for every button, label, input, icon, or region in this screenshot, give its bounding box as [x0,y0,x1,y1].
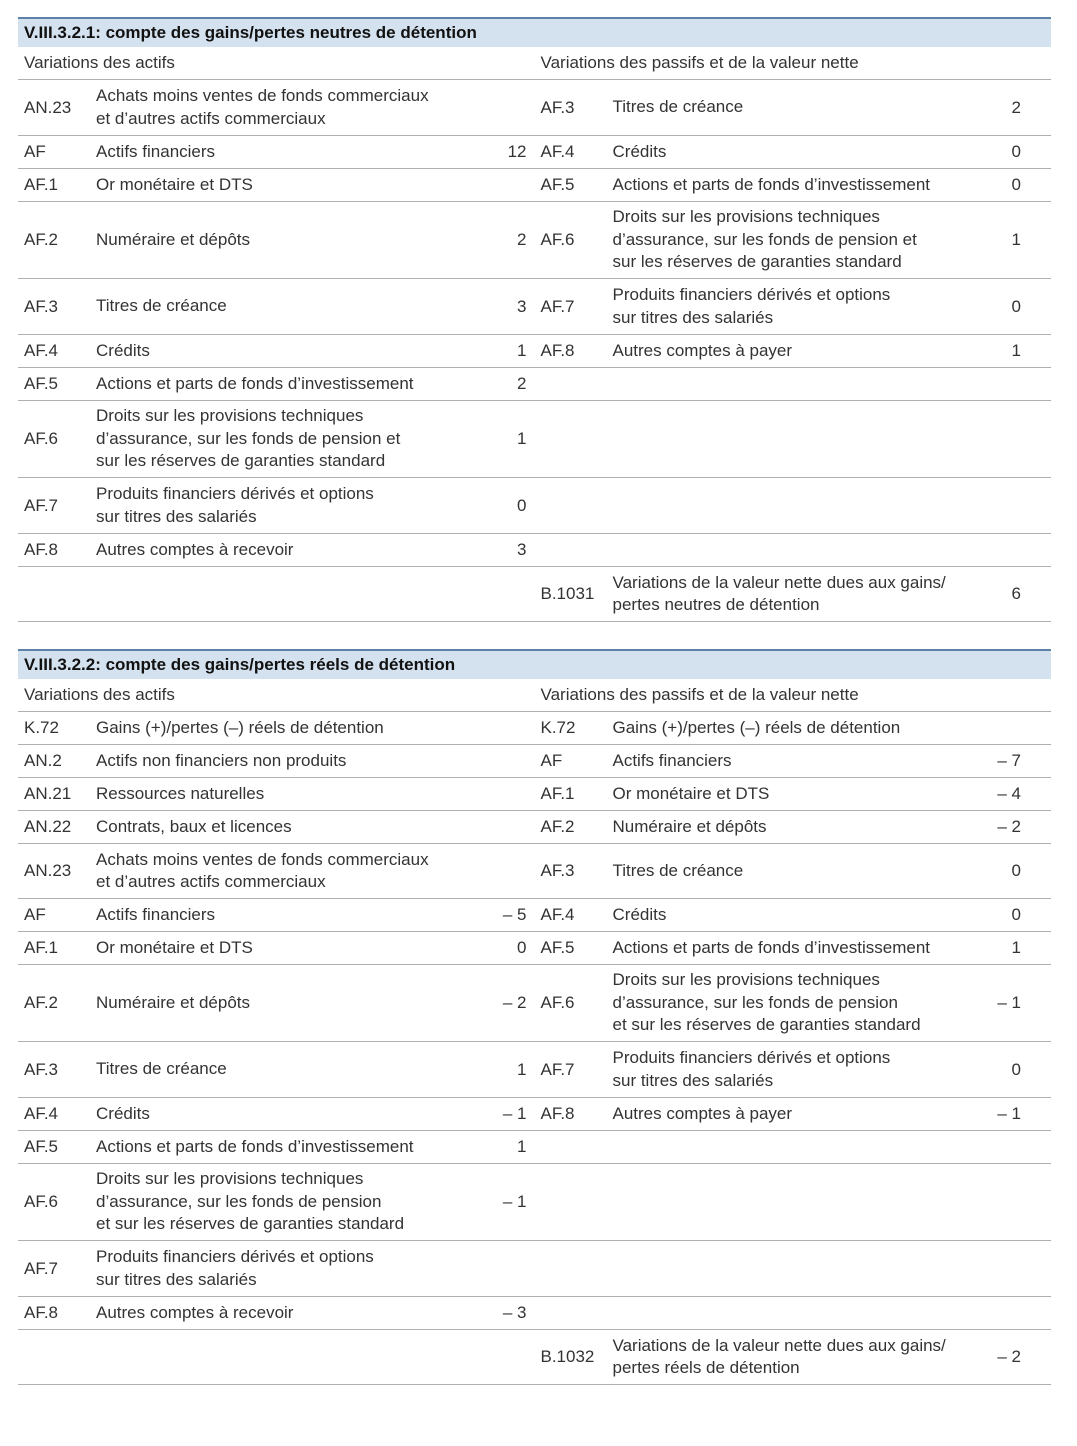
liabilities-cell-group [535,932,1052,964]
liability-value: 6 [1011,584,1021,603]
assets-header: Variations des actifs [24,53,175,72]
assets-cell-group [18,1164,535,1240]
asset-code: AF.6 [24,1192,59,1211]
table-row [18,368,1051,401]
liabilities-cell-group [535,965,1052,1041]
asset-value: 2 [517,230,527,249]
asset-label: Achats moins ventes de fonds commerciaux et d’autres actifs commerciaux [96,86,429,128]
account-table-neutral-holding-gains [18,17,1051,622]
asset-label: Titres de créance [96,1059,227,1079]
liability-value: – 2 [997,1347,1021,1366]
asset-value: 1 [517,1137,527,1156]
asset-code: AF [24,905,46,924]
liability-code: AF.5 [540,175,575,194]
asset-value: 1 [517,1059,527,1079]
table-row [18,1098,1051,1131]
table-row [18,899,1051,932]
asset-value: 1 [517,341,527,360]
table-row [18,712,1051,745]
assets-cell-group [18,811,535,843]
liabilities-cell-group [535,844,1052,898]
asset-label: Droits sur les provisions techniques d’assurance, sur les fonds de pension et sur les réserves de garanties standard [96,406,401,471]
assets-cell-group [18,335,535,367]
asset-code: AF.2 [24,993,59,1012]
liability-code: AF.6 [540,993,575,1012]
table-row [18,811,1051,844]
asset-value: 0 [517,495,527,515]
liability-code: AF [540,751,563,770]
liability-value: 1 [1011,230,1021,249]
assets-cell-group [18,1330,535,1384]
asset-label: Contrats, baux et licences [96,816,292,836]
table-row [18,478,1051,534]
assets-cell-group [18,932,535,964]
table-row [18,1131,1051,1164]
assets-cell-group [18,169,535,201]
liabilities-cell-group [535,202,1052,278]
assets-cell-group [18,778,535,810]
asset-label: Autres comptes à recevoir [96,1302,294,1322]
liability-code: B.1031 [540,584,595,603]
liability-label: Titres de créance [612,97,744,117]
liability-code: AF.5 [540,938,575,957]
liabilities-cell-group [535,478,1052,533]
assets-cell-group [18,368,535,400]
liability-label: Actions et parts de fonds d’investissement [612,174,930,194]
liabilities-cell-group [535,136,1052,168]
liability-code: AF.1 [540,784,575,803]
liabilities-cell-group [535,567,1052,621]
asset-value: 12 [507,142,527,161]
assets-cell-group [18,1241,535,1296]
column-headers [18,47,1051,80]
liabilities-cell-group [535,1098,1052,1130]
liabilities-cell-group [535,80,1052,135]
liability-code: AF.3 [540,97,575,117]
asset-label: Actifs financiers [96,141,216,161]
table-row [18,136,1051,169]
asset-code: K.72 [24,718,59,737]
table-row [18,534,1051,567]
asset-code: AF.4 [24,1104,59,1123]
table-row [18,1241,1051,1297]
table-row [18,169,1051,202]
asset-code: AN.2 [24,751,62,770]
table-body [18,712,1051,1385]
liability-label: Variations de la valeur nette dues aux gains/ pertes neutres de détention [612,572,946,614]
liability-label: Produits financiers dérivés et options sur titres des salariés [612,1048,891,1090]
liabilities-header: Variations des passifs et de la valeur nette [540,685,859,704]
liability-label: Gains (+)/pertes (–) réels de détention [612,717,901,737]
assets-cell-group [18,279,535,334]
liabilities-cell-group [535,368,1052,400]
assets-cell-group [18,1297,535,1329]
liability-code: AF.7 [540,1059,575,1079]
asset-label: Titres de créance [96,296,227,316]
liabilities-cell-group [535,1330,1052,1384]
liabilities-cell-group [535,1131,1052,1163]
asset-code: AN.23 [24,97,72,117]
asset-value: – 1 [502,1104,527,1123]
table-row [18,1164,1051,1241]
asset-label: Actifs financiers [96,904,216,924]
liabilities-cell-group [535,1042,1052,1097]
table-row [18,1042,1051,1098]
asset-code: AN.22 [24,817,72,836]
asset-code: AF.5 [24,374,59,393]
liability-label: Variations de la valeur nette dues aux gains/ pertes réels de détention [612,1335,946,1377]
table-row [18,335,1051,368]
liabilities-cell-group [535,745,1052,777]
liability-label: Or monétaire et DTS [612,783,770,803]
liability-label: Numéraire et dépôts [612,816,767,836]
liability-code: AF.4 [540,142,575,161]
asset-code: AF.3 [24,1059,59,1079]
asset-code: AF.4 [24,341,59,360]
assets-header: Variations des actifs [24,685,175,704]
asset-code: AF.3 [24,296,59,316]
liabilities-header: Variations des passifs et de la valeur nette [540,53,859,72]
asset-label: Gains (+)/pertes (–) réels de détention [96,717,384,737]
asset-label: Crédits [96,1103,150,1123]
liabilities-cell-group [535,401,1052,477]
liability-value: 0 [1011,175,1021,194]
table-row [18,279,1051,335]
section-title: V.III.3.2.2: compte des gains/pertes réels de détention [18,649,1051,679]
liabilities-cell-group [535,279,1052,334]
asset-label: Actions et parts de fonds d’investissement [96,373,414,393]
liability-code: AF.4 [540,905,575,924]
table-row [18,844,1051,899]
asset-code: AF.7 [24,1258,59,1278]
liability-label: Titres de créance [612,860,744,880]
assets-cell-group [18,1098,535,1130]
assets-cell-group [18,844,535,898]
liability-value: – 1 [997,1104,1021,1123]
liabilities-cell-group [535,1241,1052,1296]
asset-label: Numéraire et dépôts [96,992,251,1012]
table-row [18,965,1051,1042]
asset-code: AF.1 [24,175,59,194]
section-title: V.III.3.2.1: compte des gains/pertes neutres de détention [18,17,1051,47]
liability-value: 0 [1011,861,1021,880]
asset-label: Achats moins ventes de fonds commerciaux et d’autres actifs commerciaux [96,849,429,891]
liability-label: Actions et parts de fonds d’investissement [612,937,930,957]
asset-label: Or monétaire et DTS [96,174,253,194]
assets-cell-group [18,401,535,477]
liability-code: AF.8 [540,341,575,360]
liability-label: Droits sur les provisions techniques d’assurance, sur les fonds de pension et sur les réserves de garanties standard [612,207,917,272]
table-row [18,1297,1051,1330]
liability-label: Crédits [612,904,667,924]
table-row [18,401,1051,478]
liability-label: Crédits [612,141,667,161]
liability-value: 1 [1011,341,1021,360]
liability-value: – 2 [997,817,1021,836]
asset-code: AF.7 [24,495,59,515]
asset-label: Actifs non financiers non produits [96,750,347,770]
table-row [18,80,1051,136]
asset-label: Produits financiers dérivés et options sur titres des salariés [96,484,374,526]
liability-code: AF.8 [540,1104,575,1123]
table-row [18,1330,1051,1385]
asset-code: AF.2 [24,230,59,249]
table-row [18,745,1051,778]
asset-value: – 1 [502,1192,527,1211]
liability-code: K.72 [540,718,576,737]
liability-value: 0 [1011,296,1021,316]
table-row [18,778,1051,811]
asset-value: – 3 [502,1303,527,1322]
asset-code: AN.21 [24,784,72,803]
asset-label: Numéraire et dépôts [96,229,251,249]
assets-cell-group [18,712,535,744]
asset-value: 1 [517,429,527,448]
liability-value: 1 [1011,938,1021,957]
liabilities-cell-group [535,899,1052,931]
liability-label: Actifs financiers [612,750,732,770]
assets-cell-group [18,80,535,135]
asset-label: Produits financiers dérivés et options sur titres des salariés [96,1247,374,1289]
asset-code: AF.5 [24,1137,59,1156]
liability-code: AF.7 [540,296,575,316]
column-headers [18,679,1051,712]
liabilities-cell-group [535,534,1052,566]
asset-value: 2 [517,374,527,393]
liability-value: – 7 [997,751,1021,770]
liabilities-cell-group [535,1164,1052,1240]
liabilities-cell-group [535,1297,1052,1329]
asset-value: 3 [517,296,527,316]
assets-cell-group [18,965,535,1041]
assets-cell-group [18,534,535,566]
liability-code: AF.3 [540,861,575,880]
asset-label: Droits sur les provisions techniques d’assurance, sur les fonds de pension et sur les réserves de garanties standard [96,1169,405,1234]
asset-label: Ressources naturelles [96,783,265,803]
liabilities-cell-group [535,712,1052,744]
assets-cell-group [18,1131,535,1163]
asset-code: AF.1 [24,938,59,957]
liability-label: Droits sur les provisions techniques d’assurance, sur les fonds de pension et sur les réserves de garanties standard [612,970,921,1035]
asset-value: 3 [517,540,527,559]
assets-cell-group [18,567,535,621]
assets-cell-group [18,478,535,533]
asset-label: Or monétaire et DTS [96,937,253,957]
asset-value: 0 [517,938,527,957]
asset-value: – 5 [502,905,527,924]
asset-label: Crédits [96,340,150,360]
liability-value: 0 [1011,142,1021,161]
table-row [18,567,1051,622]
liability-value: – 1 [997,993,1021,1012]
liability-label: Autres comptes à payer [612,340,793,360]
asset-code: AF.8 [24,1303,59,1322]
liabilities-cell-group [535,335,1052,367]
liability-code: AF.2 [540,817,575,836]
account-table-real-holding-gains [18,649,1051,1385]
liability-value: 0 [1011,1059,1021,1079]
liability-value: 0 [1011,905,1021,924]
table-row [18,932,1051,965]
liability-label: Produits financiers dérivés et options sur titres des salariés [612,285,891,327]
asset-code: AF [24,142,46,161]
liability-value: 2 [1011,97,1021,117]
asset-code: AN.23 [24,861,72,880]
liabilities-cell-group [535,169,1052,201]
liabilities-cell-group [535,811,1052,843]
assets-cell-group [18,745,535,777]
liabilities-cell-group [535,778,1052,810]
asset-value: – 2 [502,993,527,1012]
assets-cell-group [18,136,535,168]
liability-value: – 4 [997,784,1021,803]
liability-label: Autres comptes à payer [612,1103,793,1123]
asset-label: Autres comptes à recevoir [96,539,294,559]
liability-code: B.1032 [540,1347,595,1366]
table-row [18,202,1051,279]
assets-cell-group [18,202,535,278]
assets-cell-group [18,1042,535,1097]
table-body [18,80,1051,622]
asset-label: Actions et parts de fonds d’investissement [96,1136,414,1156]
assets-cell-group [18,899,535,931]
asset-code: AF.8 [24,540,59,559]
asset-code: AF.6 [24,429,59,448]
liability-code: AF.6 [540,230,575,249]
